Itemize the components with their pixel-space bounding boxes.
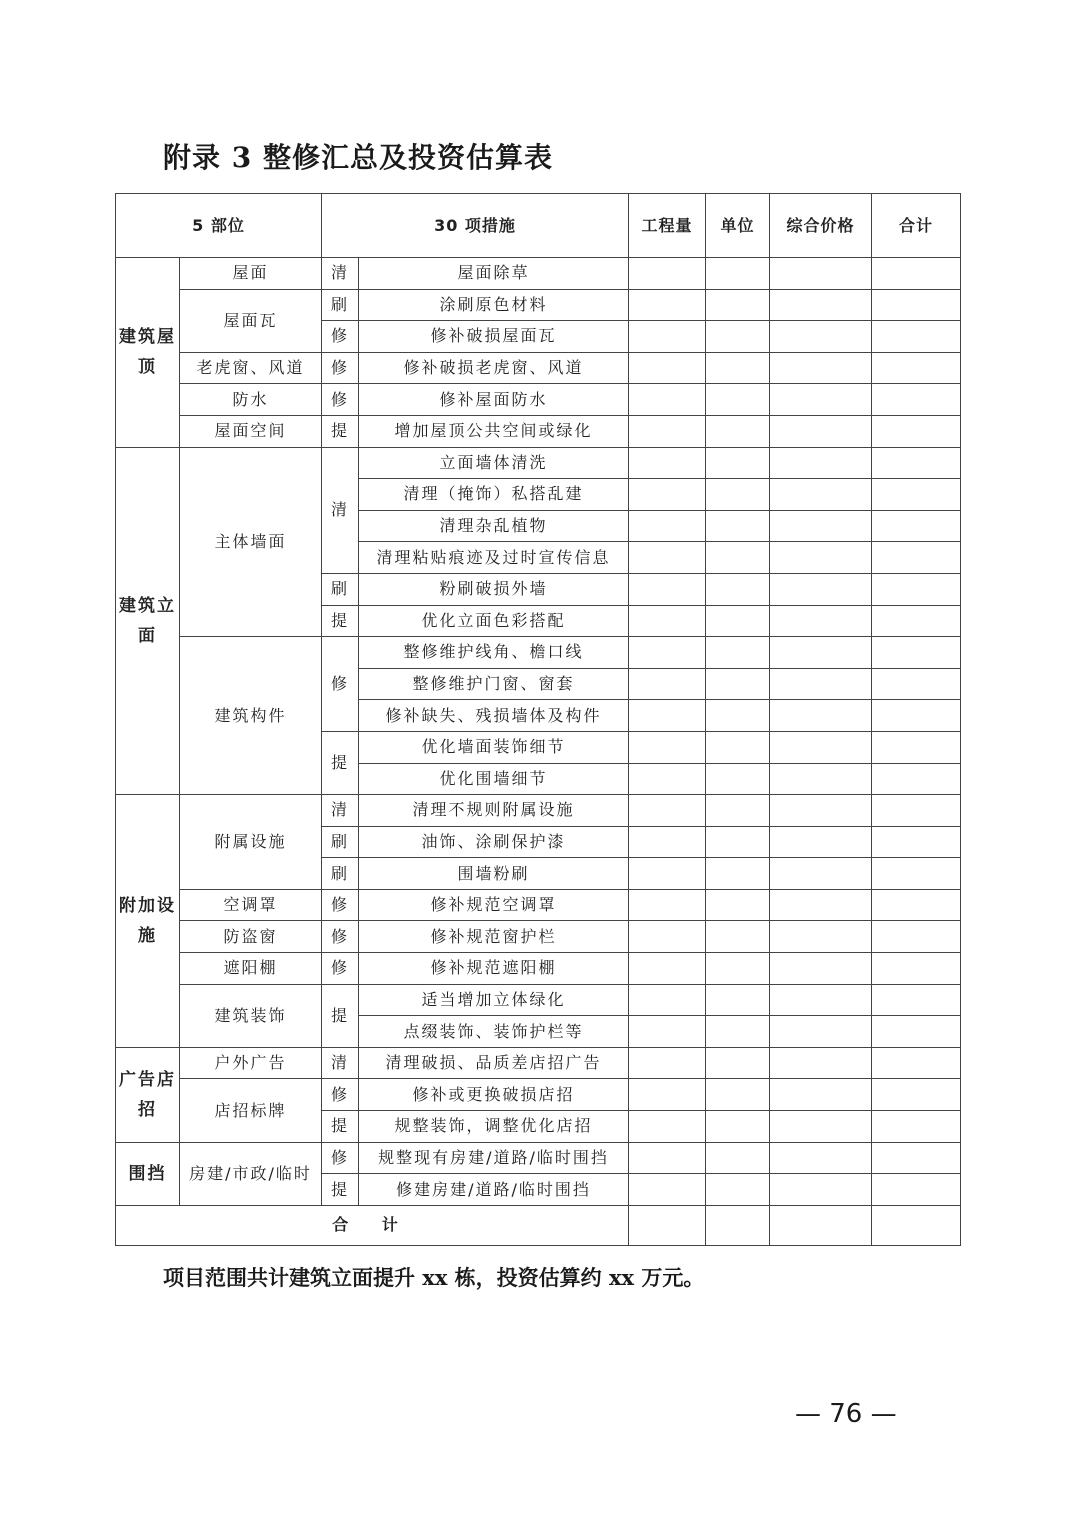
table-row	[116, 415, 961, 447]
measure-cell: 清理粘贴痕迹及过时宣传信息	[359, 542, 629, 574]
measure-cell: 修补规范空调罩	[359, 889, 629, 921]
measure-cell: 立面墙体清洗	[359, 447, 629, 479]
item-cell: 屋面	[180, 258, 322, 290]
measure-cell: 修补破损屋面瓦	[359, 321, 629, 353]
item-cell: 防盗窗	[180, 921, 322, 953]
table-row	[116, 447, 961, 479]
category-cell: 建筑屋顶	[116, 258, 180, 448]
item-cell: 房建/市政/临时	[180, 1142, 322, 1205]
table-header-row	[116, 194, 961, 258]
measure-cell: 涂刷原色材料	[359, 289, 629, 321]
measure-cell: 清理（掩饰）私搭乱建	[359, 479, 629, 511]
type-cell: 刷	[322, 289, 359, 321]
type-cell: 修	[322, 889, 359, 921]
page-title: 附录 3 整修汇总及投资估算表	[163, 141, 553, 174]
measure-cell: 屋面除草	[359, 258, 629, 290]
measure-cell: 清理不规则附属设施	[359, 795, 629, 827]
measure-cell: 增加屋顶公共空间或绿化	[359, 415, 629, 447]
measure-cell: 修补缺失、残损墙体及构件	[359, 700, 629, 732]
item-cell: 建筑装饰	[180, 984, 322, 1047]
table-row	[116, 1079, 961, 1111]
investment-estimate-table	[115, 193, 961, 1246]
measure-cell: 优化立面色彩搭配	[359, 605, 629, 637]
table-row	[116, 889, 961, 921]
measure-cell: 规整现有房建/道路/临时围挡	[359, 1142, 629, 1174]
table-row	[116, 984, 961, 1016]
type-cell: 提	[322, 605, 359, 637]
type-cell: 提	[322, 1111, 359, 1143]
item-cell: 附属设施	[180, 795, 322, 890]
measure-cell: 整修维护线角、檐口线	[359, 637, 629, 669]
type-cell: 修	[322, 352, 359, 384]
header-total: 合计	[872, 194, 961, 258]
type-cell: 修	[322, 384, 359, 416]
total-row	[116, 1205, 961, 1245]
item-cell: 店招标牌	[180, 1079, 322, 1142]
measure-cell: 修建房建/道路/临时围挡	[359, 1174, 629, 1206]
type-cell: 提	[322, 731, 359, 794]
category-cell: 附加设施	[116, 795, 180, 1048]
table-row	[116, 289, 961, 321]
measure-cell: 修补屋面防水	[359, 384, 629, 416]
type-cell: 修	[322, 921, 359, 953]
measure-cell: 点缀装饰、装饰护栏等	[359, 1016, 629, 1048]
measure-cell: 清理杂乱植物	[359, 510, 629, 542]
item-cell: 老虎窗、风道	[180, 352, 322, 384]
header-measures: 30 项措施	[322, 194, 629, 258]
type-cell: 修	[322, 321, 359, 353]
table-row	[116, 795, 961, 827]
measure-cell: 修补规范遮阳棚	[359, 953, 629, 985]
type-cell: 提	[322, 415, 359, 447]
summary-text: 项目范围共计建筑立面提升 xx 栋，投资估算约 xx 万元。	[163, 1265, 705, 1290]
item-cell: 户外广告	[180, 1047, 322, 1079]
measure-cell: 整修维护门窗、窗套	[359, 668, 629, 700]
table-row	[116, 258, 961, 290]
item-cell: 屋面瓦	[180, 289, 322, 352]
measure-cell: 修补破损老虎窗、风道	[359, 352, 629, 384]
measure-cell: 粉刷破损外墙	[359, 573, 629, 605]
type-cell: 修	[322, 953, 359, 985]
type-cell: 提	[322, 984, 359, 1047]
table-row	[116, 953, 961, 985]
measure-cell: 修补规范窗护栏	[359, 921, 629, 953]
measure-cell: 油饰、涂刷保护漆	[359, 826, 629, 858]
page-number: — 76 —	[795, 1399, 897, 1429]
header-unit: 单位	[706, 194, 770, 258]
item-cell: 遮阳棚	[180, 953, 322, 985]
table-row	[116, 352, 961, 384]
header-quantity: 工程量	[629, 194, 706, 258]
total-label: 合 计	[116, 1205, 629, 1245]
measure-cell: 清理破损、品质差店招广告	[359, 1047, 629, 1079]
measure-cell: 适当增加立体绿化	[359, 984, 629, 1016]
type-cell: 修	[322, 637, 359, 732]
measure-cell: 优化围墙细节	[359, 763, 629, 795]
type-cell: 修	[322, 1079, 359, 1111]
type-cell: 修	[322, 1142, 359, 1174]
category-cell: 广告店招	[116, 1047, 180, 1142]
type-cell: 清	[322, 447, 359, 573]
item-cell: 空调罩	[180, 889, 322, 921]
measure-cell: 围墙粉刷	[359, 858, 629, 890]
type-cell: 刷	[322, 858, 359, 890]
measure-cell: 规整装饰，调整优化店招	[359, 1111, 629, 1143]
item-cell: 主体墙面	[180, 447, 322, 637]
item-cell: 建筑构件	[180, 637, 322, 795]
type-cell: 刷	[322, 826, 359, 858]
type-cell: 刷	[322, 573, 359, 605]
table-row	[116, 1047, 961, 1079]
table-row	[116, 637, 961, 669]
table-row	[116, 1142, 961, 1174]
category-cell: 围挡	[116, 1142, 180, 1205]
item-cell: 屋面空间	[180, 415, 322, 447]
item-cell: 防水	[180, 384, 322, 416]
measure-cell: 优化墙面装饰细节	[359, 731, 629, 763]
type-cell: 提	[322, 1174, 359, 1206]
measure-cell: 修补或更换破损店招	[359, 1079, 629, 1111]
table-row	[116, 384, 961, 416]
header-part: 5 部位	[116, 194, 322, 258]
type-cell: 清	[322, 1047, 359, 1079]
header-price: 综合价格	[770, 194, 872, 258]
type-cell: 清	[322, 258, 359, 290]
table-row	[116, 921, 961, 953]
category-cell: 建筑立面	[116, 447, 180, 795]
type-cell: 清	[322, 795, 359, 827]
